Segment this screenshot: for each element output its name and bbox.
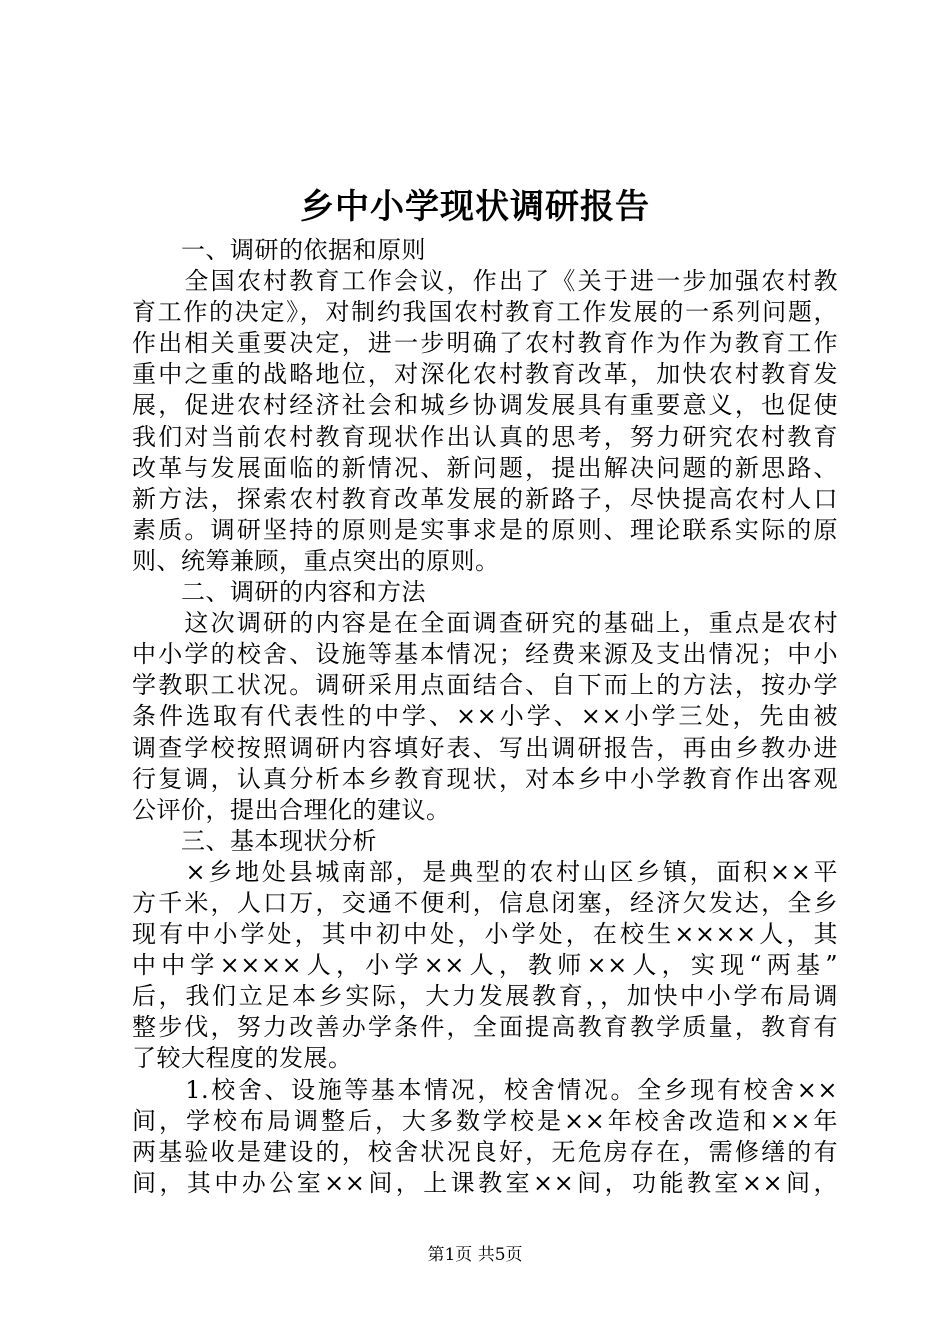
body-text-line: 这次调研的内容是在全面调查研究的基础上，重点是农村	[132, 609, 838, 638]
body-text-line: 育工作的决定》，对制约我国农村教育工作发展的一系列问题，	[132, 298, 838, 327]
body-text-line: 一、调研的依据和原则	[132, 236, 426, 264]
body-text-line: 素质。调研坚持的原则是实事求是的原则、理论联系实际的原	[132, 515, 838, 544]
body-text-line: 了较大程度的发展。	[132, 1044, 353, 1073]
body-text-line: 间，其中办公室××间，上课教室××间，功能教室××间，	[132, 1168, 838, 1197]
body-text-line: 行复调，认真分析本乡教育现状，对本乡中小学教育作出客观	[132, 764, 838, 793]
body-text-line: 公评价，提出合理化的建议。	[132, 795, 451, 824]
body-text-line: 调查学校按照调研内容填好表、写出调研报告，再由乡教办进	[132, 733, 838, 762]
body-text-line: 间，学校布局调整后，大多数学校是××年校舍改造和××年	[132, 1106, 838, 1135]
body-text-line: 二、调研的内容和方法	[132, 578, 426, 607]
page-footer: 第1页 共5页	[427, 1245, 523, 1265]
body-text-line: 新方法，探索农村教育改革发展的新路子，尽快提高农村人口	[132, 484, 838, 513]
body-text-line: 中中学××××人，小学××人，教师××人，实现“两基”	[132, 951, 838, 980]
document-body	[132, 235, 838, 1199]
body-text-line: 改革与发展面临的新情况、新问题，提出解决问题的新思路、	[132, 453, 838, 482]
body-text-line: 我们对当前农村教育现状作出认真的思考，努力研究农村教育	[132, 422, 838, 451]
body-text-line: 三、基本现状分析	[132, 826, 377, 855]
body-text-line: ×乡地处县城南部，是典型的农村山区乡镇，面积××平	[132, 857, 838, 886]
body-text-line: 作出相关重要决定，进一步明确了农村教育作为作为教育工作	[132, 329, 838, 358]
document-title: 乡中小学现状调研报告	[300, 187, 650, 227]
body-text-line: 方千米，人口万，交通不便利，信息闭塞，经济欠发达，全乡	[132, 888, 838, 917]
body-text-line: 学教职工状况。调研采用点面结合、自下而上的方法，按办学	[132, 671, 838, 700]
body-text-line: 中小学的校舍、设施等基本情况；经费来源及支出情况；中小	[132, 640, 838, 669]
body-text-line: 重中之重的战略地位，对深化农村教育改革，加快农村教育发	[132, 360, 838, 389]
body-text-line: 整步伐，努力改善办学条件，全面提高教育教学质量，教育有	[132, 1013, 838, 1042]
body-text-line: 条件选取有代表性的中学、××小学、××小学三处，先由被	[132, 702, 838, 731]
body-text-line: 1.校舍、设施等基本情况，校舍情况。全乡现有校舍××	[132, 1075, 838, 1104]
body-text-line: 两基验收是建设的，校舍状况良好，无危房存在，需修缮的有	[132, 1137, 838, 1166]
body-text-line: 则、统筹兼顾，重点突出的原则。	[132, 546, 500, 575]
body-text-line: 现有中小学处，其中初中处，小学处，在校生××××人，其	[132, 920, 838, 949]
body-text-line: 全国农村教育工作会议，作出了《关于进一步加强农村教	[132, 267, 838, 296]
body-text-line: 后，我们立足本乡实际，大力发展教育，，加快中小学布局调	[132, 982, 838, 1011]
body-text-line: 展，促进农村经济社会和城乡协调发展具有重要意义，也促使	[132, 391, 838, 420]
